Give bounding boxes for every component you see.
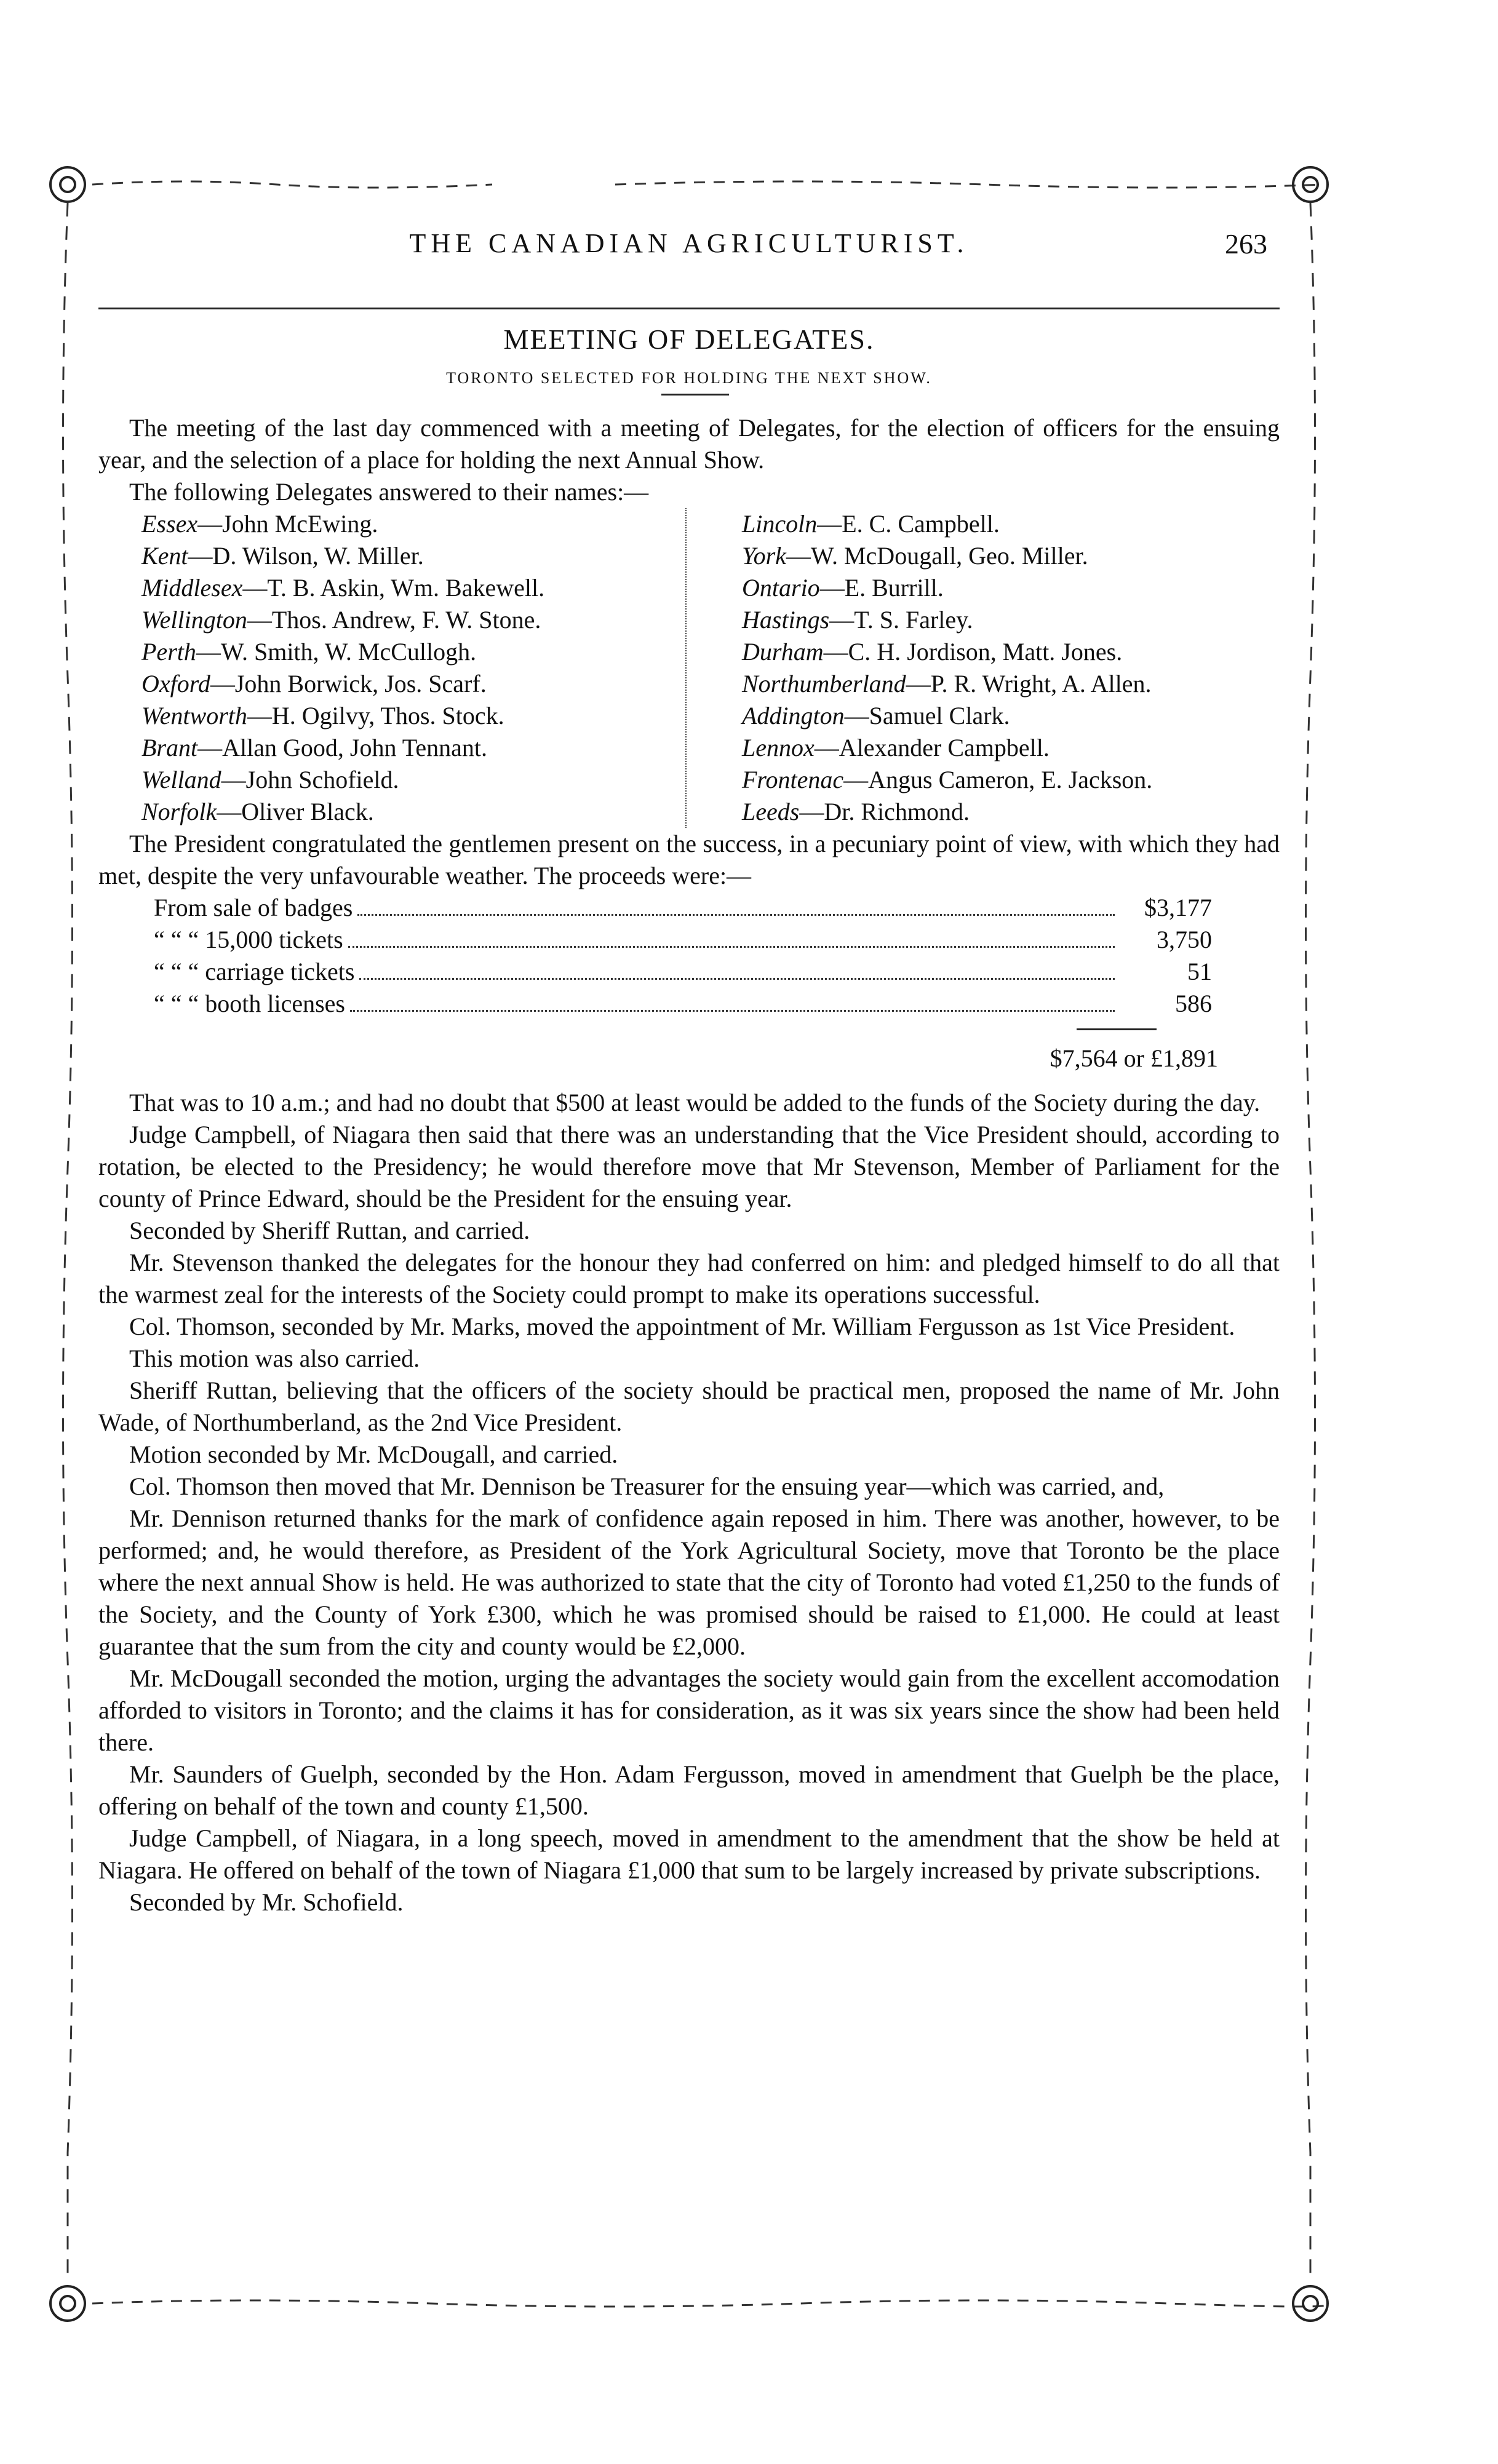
total-rule — [1077, 1028, 1157, 1030]
county-name: Oxford — [141, 670, 210, 697]
delegate-names: —T. S. Farley. — [829, 606, 973, 634]
proceeds-row — [154, 988, 1212, 1020]
delegate-names: —C. H. Jordison, Matt. Jones. — [823, 638, 1123, 666]
paragraph: That was to 10 a.m.; and had no doubt that $500 at least would be added to the funds of the Society during the day. — [129, 1089, 1261, 1116]
delegate-names: —Alexander Campbell. — [814, 734, 1050, 761]
article-subtitle: TORONTO SELECTED FOR HOLDING THE NEXT SHOW. — [446, 369, 932, 387]
paragraph-list — [98, 1087, 1280, 1918]
delegate-entry — [711, 572, 1280, 604]
delegate-names: —W. Smith, W. McCullogh. — [196, 638, 477, 666]
running-title: THE CANADIAN AGRICULTURIST. — [409, 228, 969, 258]
delegate-entry — [111, 540, 679, 572]
delegate-names: —D. Wilson, W. Miller. — [188, 542, 424, 570]
delegate-entry — [111, 508, 679, 540]
county-name: Lincoln — [742, 510, 818, 538]
page-number: 263 — [1225, 228, 1267, 260]
delegate-entry — [111, 572, 679, 604]
paragraph: The following Delegates answered to their names:— — [129, 478, 649, 506]
dot-leader — [350, 993, 1115, 1012]
delegates-list — [111, 508, 1280, 828]
county-name: York — [742, 542, 786, 570]
paragraph: Mr. McDougall seconded the motion, urging the advantages the society would gain from the excellent accomodation afforded to visitors in Toronto; and the claims it has for consideration, as it was six years since the show had been held there. — [98, 1664, 1280, 1756]
county-name: Hastings — [742, 606, 830, 634]
county-name: Leeds — [742, 798, 800, 825]
proceeds-row — [154, 892, 1212, 924]
proceeds-value: 3,750 — [1157, 926, 1212, 953]
delegate-entry — [111, 796, 679, 828]
proceeds-label: “ “ “ 15,000 tickets — [154, 926, 343, 953]
proceeds-table — [154, 892, 1212, 1020]
delegate-entry — [111, 604, 679, 636]
paragraph: Mr. Dennison returned thanks for the mark of confidence again reposed in him. There was another, however, to be performed; and, he would therefore, as President of the York Agricultural Society, move that Toronto be the place where the next annual Show is held. He was authorized to state that the city of Toronto had voted £1,250 to the funds of the Society, and the County of York £300, which he was promised should be raised to £1,000. He could at least guarantee that the sum from the city and county would be £2,000. — [98, 1504, 1280, 1660]
article-body — [98, 412, 1280, 1918]
paragraph: Judge Campbell, of Niagara then said that there was an understanding that the Vice President should, according to rotation, be elected to the Presidency; he would therefore move that Mr Stevenson, Member of Parliament for the county of Prince Edward, should be the President for the ensuing year. — [98, 1121, 1280, 1212]
delegate-entry — [111, 636, 679, 668]
paragraph: The meeting of the last day commenced with a meeting of Delegates, for the election of officers for the ensuing year, and the selection of a place for holding the next Annual Show. — [98, 414, 1280, 474]
delegate-entry — [111, 764, 679, 796]
delegate-names: —E. Burrill. — [819, 574, 944, 602]
delegate-names: —W. McDougall, Geo. Miller. — [786, 542, 1088, 570]
delegate-entry — [711, 636, 1280, 668]
proceeds-value: 586 — [1175, 990, 1212, 1017]
dot-leader — [359, 961, 1115, 980]
paragraph: Sheriff Ruttan, believing that the officers of the society should be practical men, proposed the name of Mr. John Wade, of Northumberland, as the 2nd Vice President. — [98, 1377, 1280, 1436]
delegate-entry — [711, 604, 1280, 636]
paragraph: Col. Thomson then moved that Mr. Dennison be Treasurer for the ensuing year—which was carried, and, — [129, 1472, 1165, 1500]
delegate-names: —Samuel Clark. — [844, 702, 1010, 729]
proceeds-value: $3,177 — [1144, 894, 1212, 921]
county-name: Perth — [141, 638, 196, 666]
delegate-entry — [711, 700, 1280, 732]
delegate-names: —John Borwick, Jos. Scarf. — [210, 670, 487, 697]
county-name: Lennox — [742, 734, 815, 761]
delegates-column-right — [687, 508, 1280, 828]
county-name: Durham — [742, 638, 824, 666]
delegate-entry — [111, 732, 679, 764]
county-name: Northumberland — [742, 670, 906, 697]
delegate-names: —Dr. Richmond. — [799, 798, 970, 825]
county-name: Essex — [141, 510, 198, 538]
delegate-entry — [711, 732, 1280, 764]
county-name: Brant — [141, 734, 198, 761]
dot-leader — [357, 897, 1115, 916]
proceeds-row — [154, 956, 1212, 988]
delegate-entry — [711, 508, 1280, 540]
paragraph: Judge Campbell, of Niagara, in a long speech, moved in amendment to the amendment that the show be held at Niagara. He offered on behalf of the town of Niagara £1,000 that sum to be largely increased by private subscriptions. — [98, 1824, 1280, 1884]
county-name: Welland — [141, 766, 221, 793]
paragraph: The President congratulated the gentlemen present on the success, in a pecuniary point of view, with which they had met, despite the very unfavourable weather. The proceeds were:— — [98, 830, 1280, 889]
delegate-names: —Angus Cameron, E. Jackson. — [843, 766, 1153, 793]
paragraph: Col. Thomson, seconded by Mr. Marks, moved the appointment of Mr. William Fergusson as 1st Vice President. — [129, 1313, 1235, 1340]
delegate-names: —Allan Good, John Tennant. — [197, 734, 487, 761]
delegate-names: —H. Ogilvy, Thos. Stock. — [247, 702, 504, 729]
delegate-names: —P. R. Wright, A. Allen. — [906, 670, 1152, 697]
delegate-names: —John Schofield. — [221, 766, 399, 793]
article-title: MEETING OF DELEGATES. — [503, 324, 875, 355]
paragraph: Motion seconded by Mr. McDougall, and carried. — [129, 1441, 618, 1468]
county-name: Kent — [141, 542, 188, 570]
paragraph: This motion was also carried. — [129, 1345, 420, 1372]
title-rule — [661, 394, 729, 395]
delegate-entry — [111, 668, 679, 700]
running-head — [98, 228, 1280, 277]
delegate-names: —E. C. Campbell. — [817, 510, 1000, 538]
header-rule — [98, 308, 1280, 309]
paragraph: Mr. Saunders of Guelph, seconded by the Hon. Adam Fergusson, moved in amendment that Guelph be the place, offering on behalf of the town and county £1,500. — [98, 1760, 1280, 1820]
paragraph: Mr. Stevenson thanked the delegates for the honour they had conferred on him: and pledged himself to do all that the warmest zeal for the interests of the Society could prompt to make its operations successful. — [98, 1249, 1280, 1308]
delegate-names: —Oliver Black. — [217, 798, 374, 825]
delegate-entry — [111, 700, 679, 732]
delegate-entry — [711, 796, 1280, 828]
delegate-entry — [711, 668, 1280, 700]
county-name: Frontenac — [742, 766, 844, 793]
paragraph: Seconded by Mr. Schofield. — [129, 1888, 404, 1916]
proceeds-value: 51 — [1187, 958, 1212, 985]
delegate-entry — [711, 540, 1280, 572]
proceeds-label: From sale of badges — [154, 894, 353, 921]
proceeds-total: $7,564 or £1,891 — [1050, 1044, 1218, 1072]
county-name: Wentworth — [141, 702, 247, 729]
county-name: Wellington — [141, 606, 247, 634]
proceeds-label: “ “ “ carriage tickets — [154, 958, 355, 985]
county-name: Middlesex — [141, 574, 243, 602]
delegates-column-left — [111, 508, 687, 828]
county-name: Addington — [742, 702, 845, 729]
paragraph: Seconded by Sheriff Ruttan, and carried. — [129, 1217, 530, 1244]
proceeds-row — [154, 924, 1212, 956]
proceeds-label: “ “ “ booth licenses — [154, 990, 345, 1017]
dot-leader — [348, 929, 1115, 948]
delegate-entry — [711, 764, 1280, 796]
delegate-names: —Thos. Andrew, F. W. Stone. — [247, 606, 541, 634]
delegate-names: —John McEwing. — [197, 510, 378, 538]
county-name: Ontario — [742, 574, 820, 602]
delegate-names: —T. B. Askin, Wm. Bakewell. — [242, 574, 545, 602]
county-name: Norfolk — [141, 798, 217, 825]
